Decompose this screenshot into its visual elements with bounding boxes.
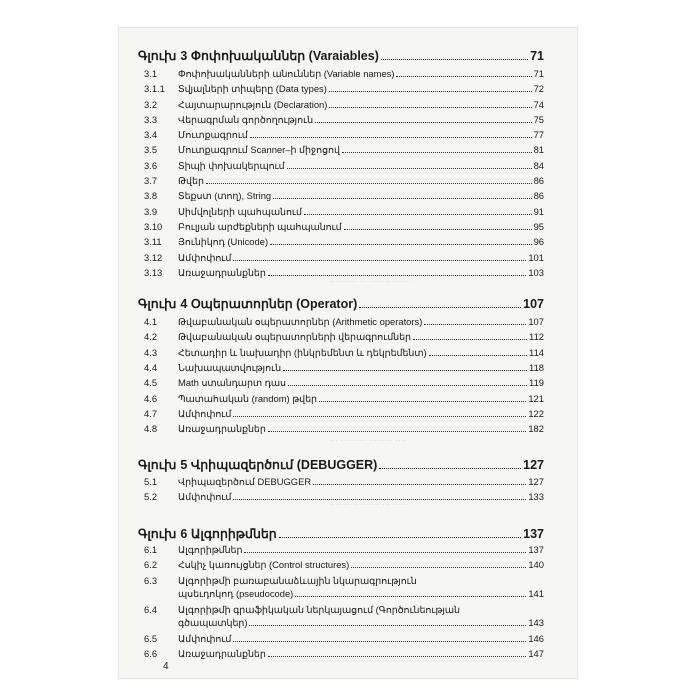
toc-entry[interactable]: [138, 314, 544, 329]
dot-leader: [279, 537, 521, 538]
toc-entry[interactable]: [138, 127, 544, 142]
toc-entry[interactable]: [138, 97, 544, 112]
entry-title: Հետադիր և նախադիր (ինկրեմենտ և դեկրեմենտ): [178, 346, 427, 358]
entry-page: 147: [528, 648, 544, 660]
bleed-through-text: ··· ·········· ········· ····: [330, 436, 406, 445]
chapter-page: 107: [523, 297, 544, 312]
toc-entry[interactable]: [138, 142, 544, 157]
dot-leader: [288, 385, 527, 386]
entry-title: Math ստանդարտ դաս: [178, 377, 286, 389]
entry-title: Առաջադրանքներ: [178, 648, 266, 660]
toc-entry[interactable]: [138, 265, 544, 280]
entry-number: 5.2: [144, 490, 158, 502]
entry-number: 6.4: [144, 603, 158, 615]
entry-page: 103: [528, 266, 544, 278]
toc-entry[interactable]: [138, 345, 544, 360]
dot-leader: [244, 552, 526, 553]
entry-page: 140: [528, 559, 544, 571]
dot-leader: [268, 431, 527, 432]
entry-number: 3.11: [144, 236, 162, 248]
entry-number: 3.9: [144, 205, 158, 217]
entry-number: 4.6: [144, 392, 158, 404]
entry-page: 95: [533, 220, 544, 232]
entry-number: 3.1.1: [144, 83, 165, 95]
dot-leader: [233, 641, 526, 642]
chapter-prefix: Գլուխ: [138, 49, 177, 63]
entry-title: Առաջադրանքներ: [178, 423, 266, 435]
chapter-prefix: Գլուխ: [138, 297, 177, 312]
dot-leader: [283, 370, 527, 371]
dot-leader: [295, 596, 526, 597]
entry-number: 4.2: [144, 331, 158, 343]
dot-leader: [329, 107, 531, 108]
dot-leader: [359, 307, 521, 308]
entry-title: Տիպի փոխակերպում: [178, 159, 285, 171]
dot-leader: [250, 137, 532, 138]
dot-leader: [233, 499, 526, 500]
entry-page: 118: [529, 362, 544, 374]
toc-entry[interactable]: [138, 391, 544, 406]
dot-leader: [344, 229, 532, 230]
chapter-page: 127: [523, 457, 544, 472]
chapter-title: 5 Վրիպազերծում (DEBUGGER): [180, 457, 378, 472]
entry-number: 6.5: [144, 632, 158, 644]
entry-page: 127: [528, 475, 544, 487]
toc-entry[interactable]: [138, 173, 544, 188]
entry-page: 141: [528, 587, 544, 599]
entry-page: 143: [528, 616, 544, 628]
dot-leader: [233, 416, 526, 417]
dot-leader: [270, 244, 531, 245]
entry-title: Տվյալների տիպերը (Data types): [178, 83, 327, 95]
toc-entry[interactable]: [138, 66, 544, 81]
dot-leader: [287, 168, 532, 169]
entry-number: 4.7: [144, 407, 158, 419]
toc-entry[interactable]: [138, 219, 544, 234]
toc-entry[interactable]: [138, 158, 544, 173]
chapter-page: 137: [523, 527, 544, 542]
entry-number: 3.7: [144, 175, 158, 187]
bleed-through-text: ········ ·········· ··· ······: [330, 500, 409, 509]
chapter-title: 3 Փոփոխականներ (Varaiables): [180, 49, 379, 63]
entry-title: Փոփոխականների անուններ (Variable names): [178, 68, 395, 79]
dot-leader: [273, 198, 531, 199]
dot-leader: [233, 260, 526, 261]
entry-page: 77: [533, 129, 544, 141]
entry-number: 3.5: [144, 144, 158, 156]
dot-leader: [351, 567, 526, 568]
entry-number: 3.4: [144, 129, 158, 141]
entry-page: 107: [528, 316, 544, 328]
entry-title: Առաջադրանքներ: [178, 266, 266, 278]
entry-page: 122: [528, 407, 544, 419]
entry-title: Ալգորիթմի գրաֆիկական ներկայացում (Գործունեության: [178, 603, 460, 615]
entry-title: Մուտքագրում Scanner–ի միջոցով: [178, 144, 340, 156]
toc-entry[interactable]: [138, 646, 544, 661]
chapter-heading[interactable]: [138, 296, 544, 311]
page-number: 4: [163, 661, 169, 672]
entry-number: 6.3: [144, 574, 158, 586]
dot-leader: [381, 59, 528, 60]
entry-title: Ալգորիթմի բառաբանաձևային նկարագրություն: [178, 574, 417, 586]
dot-leader: [429, 355, 527, 356]
entry-page: 182: [528, 423, 544, 435]
entry-number: 4.5: [144, 377, 158, 389]
toc-entry[interactable]: [138, 360, 544, 375]
toc-entry[interactable]: [138, 112, 544, 127]
entry-page: 137: [528, 544, 544, 556]
toc-entry[interactable]: [138, 329, 544, 344]
entry-title: Բուլյան արժեքների պահպանում: [178, 220, 342, 232]
entry-number: 3.2: [144, 98, 158, 110]
toc-entry[interactable]: [138, 81, 544, 96]
entry-title: Յունիկոդ (Unicode): [178, 236, 269, 248]
entry-page: 96: [533, 236, 544, 248]
entry-title: Թվաբանական օպերատորների վերագրումներ: [178, 331, 411, 343]
entry-page: 72: [533, 83, 544, 95]
table-of-contents: [138, 48, 544, 661]
entry-page: 119: [529, 377, 544, 389]
entry-title: Ամփոփում: [178, 251, 232, 263]
entry-page: 81: [533, 144, 544, 156]
entry-number: 4.1: [144, 316, 158, 328]
dot-leader: [313, 484, 526, 485]
bleed-through-text: ·········· ··· ········ ·······: [330, 277, 412, 286]
chapter-title: 6 Ալգորիթմներ: [180, 527, 277, 542]
entry-number: 3.12: [144, 251, 163, 263]
toc-entry[interactable]: [138, 250, 544, 265]
entry-title: Ալգորիթմներ: [178, 544, 243, 556]
dot-leader: [396, 76, 531, 77]
entry-number: 3.13: [144, 266, 163, 278]
dot-leader: [249, 625, 526, 626]
entry-title: Մուտքագրում: [178, 129, 248, 141]
entry-title-continued: պսեւդոկոդ (pseudocode): [178, 587, 294, 599]
entry-title: Ամփոփում: [178, 632, 232, 644]
dot-leader: [379, 468, 521, 469]
entry-page: 75: [533, 113, 544, 125]
chapter-prefix: Գլուխ: [138, 527, 177, 542]
dot-leader: [329, 91, 532, 92]
toc-entry[interactable]: [138, 406, 544, 421]
chapter-title: 4 Օպերատորներ (Operator): [180, 297, 358, 312]
entry-title: Տեքստ (տող), String: [178, 190, 272, 202]
dot-leader: [315, 122, 532, 123]
entry-page: 91: [533, 205, 544, 217]
entry-number: 4.3: [144, 346, 158, 358]
entry-title: Վերագրման գործողություն: [178, 113, 314, 125]
chapter-heading[interactable]: [138, 48, 544, 63]
toc-entry[interactable]: [138, 234, 544, 249]
entry-page: 86: [533, 175, 544, 187]
entry-number: 6.2: [144, 559, 158, 571]
entry-page: 101: [528, 251, 544, 263]
entry-title: Վրիպազերծում DEBUGGER: [178, 475, 312, 487]
dot-leader: [268, 275, 527, 276]
toc-entry[interactable]: [138, 557, 544, 572]
entry-title-continued: գծապատկեր): [178, 616, 248, 628]
entry-title: Հայտարարություն (Declaration): [178, 98, 328, 110]
chapter-heading[interactable]: [138, 457, 544, 472]
entry-page: 133: [528, 490, 544, 502]
dot-leader: [304, 214, 532, 215]
toc-entry[interactable]: [138, 188, 544, 203]
entry-number: 3.6: [144, 159, 158, 171]
entry-page: 146: [528, 632, 544, 644]
toc-entry[interactable]: [138, 489, 544, 504]
dot-leader: [206, 183, 532, 184]
toc-entry[interactable]: [138, 603, 544, 629]
entry-number: 3.1: [144, 68, 158, 79]
entry-number: 3.8: [144, 190, 158, 202]
toc-entry[interactable]: [138, 375, 544, 390]
entry-page: 74: [533, 98, 544, 110]
entry-page: 86: [533, 190, 544, 202]
entry-title: Թվաբանական օպերատորներ (Arithmetic operators): [178, 316, 423, 328]
dot-leader: [319, 401, 526, 402]
entry-number: 6.6: [144, 648, 158, 660]
entry-title: Հսկիչ կառույցներ (Control structures): [178, 559, 350, 571]
entry-number: 4.4: [144, 362, 158, 374]
entry-number: 5.1: [144, 475, 158, 487]
chapter-prefix: Գլուխ: [138, 457, 177, 472]
dot-leader: [424, 324, 526, 325]
entry-page: 84: [533, 159, 544, 171]
entry-title: Պատահական (random) թվեր: [178, 392, 317, 404]
toc-entry[interactable]: [138, 421, 544, 436]
entry-title: Ամփոփում: [178, 490, 232, 502]
entry-number: 6.1: [144, 544, 158, 556]
entry-number: 3.10: [144, 220, 163, 232]
entry-page: 71: [533, 68, 544, 79]
dot-leader: [268, 656, 527, 657]
chapter-page: 71: [530, 49, 544, 63]
entry-page: 114: [529, 346, 544, 358]
entry-title: Նախապատվություն: [178, 362, 282, 374]
entry-title: Թվեր: [178, 175, 204, 187]
toc-entry[interactable]: [138, 542, 544, 557]
entry-title: Սիմվոլների պահպանում: [178, 205, 302, 217]
toc-entry[interactable]: [138, 631, 544, 646]
entry-page: 112: [529, 331, 544, 343]
dot-leader: [342, 152, 532, 153]
entry-title: Ամփոփում: [178, 407, 232, 419]
toc-entry[interactable]: [138, 574, 544, 600]
entry-page: 121: [528, 392, 544, 404]
entry-number: 4.8: [144, 423, 158, 435]
entry-number: 3.3: [144, 113, 158, 125]
dot-leader: [413, 339, 527, 340]
chapter-heading[interactable]: [138, 526, 544, 541]
toc-entry[interactable]: [138, 204, 544, 219]
toc-entry[interactable]: [138, 474, 544, 489]
